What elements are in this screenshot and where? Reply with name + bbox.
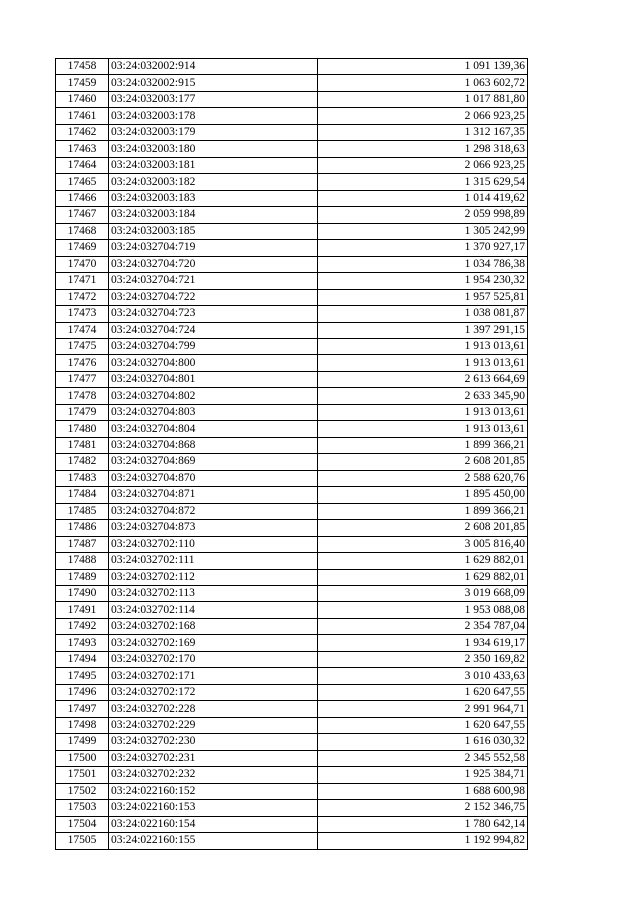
- cadastral-number-cell: 03:24:032704:800: [109, 355, 318, 371]
- table-row: [56, 569, 528, 585]
- row-number-cell: 17459: [56, 75, 109, 91]
- table-row: [56, 618, 528, 634]
- row-number-cell: 17494: [56, 651, 109, 667]
- row-number-cell: 17499: [56, 734, 109, 750]
- row-number-cell: 17465: [56, 174, 109, 190]
- table-row: [56, 322, 528, 338]
- cadastral-number-cell: 03:24:022160:155: [109, 833, 318, 849]
- value-cell: 1 913 013,61: [318, 338, 528, 354]
- value-cell: 1 899 366,21: [318, 437, 528, 453]
- row-number-cell: 17463: [56, 141, 109, 157]
- table-row: [56, 553, 528, 569]
- row-number-cell: 17478: [56, 388, 109, 404]
- row-number-cell: 17470: [56, 256, 109, 272]
- cadastral-number-cell: 03:24:022160:154: [109, 816, 318, 832]
- value-cell: 1 954 230,32: [318, 273, 528, 289]
- row-number-cell: 17496: [56, 684, 109, 700]
- value-cell: 1 629 882,01: [318, 569, 528, 585]
- table-row: [56, 767, 528, 783]
- value-cell: 1 017 881,80: [318, 91, 528, 107]
- value-cell: 2 066 923,25: [318, 157, 528, 173]
- row-number-cell: 17461: [56, 108, 109, 124]
- table-row: [56, 734, 528, 750]
- table-row: [56, 91, 528, 107]
- cadastral-number-cell: 03:24:032704:721: [109, 273, 318, 289]
- table-row: [56, 141, 528, 157]
- row-number-cell: 17492: [56, 618, 109, 634]
- row-number-cell: 17479: [56, 404, 109, 420]
- value-cell: 2 066 923,25: [318, 108, 528, 124]
- cadastral-number-cell: 03:24:032002:915: [109, 75, 318, 91]
- cadastral-number-cell: 03:24:032704:802: [109, 388, 318, 404]
- value-cell: 1 034 786,38: [318, 256, 528, 272]
- value-cell: 1 953 088,08: [318, 602, 528, 618]
- table-row: [56, 701, 528, 717]
- cadastral-number-cell: 03:24:032702:231: [109, 750, 318, 766]
- row-number-cell: 17487: [56, 536, 109, 552]
- row-number-cell: 17493: [56, 635, 109, 651]
- row-number-cell: 17472: [56, 289, 109, 305]
- value-cell: 1 899 366,21: [318, 503, 528, 519]
- value-cell: 1 370 927,17: [318, 240, 528, 256]
- cadastral-number-cell: 03:24:032702:172: [109, 684, 318, 700]
- table-row: [56, 273, 528, 289]
- value-cell: 1 620 647,55: [318, 684, 528, 700]
- row-number-cell: 17501: [56, 767, 109, 783]
- cadastral-number-cell: 03:24:032702:171: [109, 668, 318, 684]
- value-cell: 2 588 620,76: [318, 470, 528, 486]
- row-number-cell: 17468: [56, 223, 109, 239]
- cadastral-number-cell: 03:24:032003:179: [109, 124, 318, 140]
- row-number-cell: 17502: [56, 783, 109, 799]
- table-row: [56, 833, 528, 849]
- value-cell: 2 613 664,69: [318, 371, 528, 387]
- table-row: [56, 174, 528, 190]
- cadastral-number-cell: 03:24:032704:799: [109, 338, 318, 354]
- row-number-cell: 17475: [56, 338, 109, 354]
- cadastral-number-cell: 03:24:032704:870: [109, 470, 318, 486]
- cadastral-number-cell: 03:24:032003:181: [109, 157, 318, 173]
- value-cell: 1 913 013,61: [318, 404, 528, 420]
- value-cell: 2 354 787,04: [318, 618, 528, 634]
- table-row: [56, 256, 528, 272]
- cadastral-number-cell: 03:24:032704:724: [109, 322, 318, 338]
- value-cell: 1 397 291,15: [318, 322, 528, 338]
- row-number-cell: 17482: [56, 454, 109, 470]
- value-cell: 3 010 433,63: [318, 668, 528, 684]
- row-number-cell: 17481: [56, 437, 109, 453]
- row-number-cell: 17498: [56, 717, 109, 733]
- table-row: [56, 503, 528, 519]
- table-row: [56, 651, 528, 667]
- cadastral-number-cell: 03:24:032002:914: [109, 59, 318, 75]
- cadastral-number-cell: 03:24:032003:180: [109, 141, 318, 157]
- cadastral-number-cell: 03:24:032702:113: [109, 586, 318, 602]
- table-row: [56, 306, 528, 322]
- table-row: [56, 783, 528, 799]
- cadastral-number-cell: 03:24:032702:112: [109, 569, 318, 585]
- row-number-cell: 17497: [56, 701, 109, 717]
- row-number-cell: 17474: [56, 322, 109, 338]
- value-cell: 2 991 964,71: [318, 701, 528, 717]
- table-row: [56, 750, 528, 766]
- table-row: [56, 816, 528, 832]
- row-number-cell: 17489: [56, 569, 109, 585]
- table-row: [56, 108, 528, 124]
- value-cell: 1 780 642,14: [318, 816, 528, 832]
- table-body: [56, 59, 528, 850]
- value-cell: 1 014 419,62: [318, 190, 528, 206]
- cadastral-number-cell: 03:24:032704:801: [109, 371, 318, 387]
- value-cell: 1 091 139,36: [318, 59, 528, 75]
- table-row: [56, 421, 528, 437]
- data-table: [55, 58, 528, 850]
- value-cell: 1 688 600,98: [318, 783, 528, 799]
- table-row: [56, 371, 528, 387]
- cadastral-number-cell: 03:24:032702:230: [109, 734, 318, 750]
- cadastral-number-cell: 03:24:032003:182: [109, 174, 318, 190]
- cadastral-number-cell: 03:24:032704:723: [109, 306, 318, 322]
- cadastral-number-cell: 03:24:032702:232: [109, 767, 318, 783]
- row-number-cell: 17504: [56, 816, 109, 832]
- value-cell: 2 350 169,82: [318, 651, 528, 667]
- table-row: [56, 717, 528, 733]
- value-cell: 1 038 081,87: [318, 306, 528, 322]
- row-number-cell: 17485: [56, 503, 109, 519]
- row-number-cell: 17464: [56, 157, 109, 173]
- table-row: [56, 338, 528, 354]
- value-cell: 3 019 668,09: [318, 586, 528, 602]
- cadastral-number-cell: 03:24:032704:803: [109, 404, 318, 420]
- value-cell: 1 934 619,17: [318, 635, 528, 651]
- row-number-cell: 17491: [56, 602, 109, 618]
- row-number-cell: 17488: [56, 553, 109, 569]
- table-row: [56, 470, 528, 486]
- row-number-cell: 17476: [56, 355, 109, 371]
- cadastral-number-cell: 03:24:032702:110: [109, 536, 318, 552]
- cadastral-number-cell: 03:24:032704:719: [109, 240, 318, 256]
- cadastral-number-cell: 03:24:032702:114: [109, 602, 318, 618]
- table-row: [56, 437, 528, 453]
- cadastral-number-cell: 03:24:032704:720: [109, 256, 318, 272]
- table-row: [56, 75, 528, 91]
- table-row: [56, 800, 528, 816]
- value-cell: 1 620 647,55: [318, 717, 528, 733]
- table-row: [56, 454, 528, 470]
- value-cell: 1 913 013,61: [318, 355, 528, 371]
- cadastral-number-cell: 03:24:032704:804: [109, 421, 318, 437]
- cadastral-number-cell: 03:24:032704:722: [109, 289, 318, 305]
- row-number-cell: 17486: [56, 520, 109, 536]
- row-number-cell: 17480: [56, 421, 109, 437]
- table-row: [56, 59, 528, 75]
- cadastral-number-cell: 03:24:032704:869: [109, 454, 318, 470]
- value-cell: 2 608 201,85: [318, 520, 528, 536]
- value-cell: 2 345 552,58: [318, 750, 528, 766]
- value-cell: 1 957 525,81: [318, 289, 528, 305]
- value-cell: 1 895 450,00: [318, 487, 528, 503]
- cadastral-number-cell: 03:24:032003:183: [109, 190, 318, 206]
- table-row: [56, 190, 528, 206]
- value-cell: 1 063 602,72: [318, 75, 528, 91]
- table-row: [56, 355, 528, 371]
- value-cell: 2 633 345,90: [318, 388, 528, 404]
- table-row: [56, 635, 528, 651]
- cadastral-number-cell: 03:24:032003:177: [109, 91, 318, 107]
- row-number-cell: 17466: [56, 190, 109, 206]
- cadastral-number-cell: 03:24:032704:871: [109, 487, 318, 503]
- cadastral-number-cell: 03:24:032704:872: [109, 503, 318, 519]
- value-cell: 1 192 994,82: [318, 833, 528, 849]
- value-cell: 3 005 816,40: [318, 536, 528, 552]
- row-number-cell: 17458: [56, 59, 109, 75]
- cadastral-number-cell: 03:24:022160:153: [109, 800, 318, 816]
- cadastral-number-cell: 03:24:032702:169: [109, 635, 318, 651]
- row-number-cell: 17471: [56, 273, 109, 289]
- table-row: [56, 289, 528, 305]
- row-number-cell: 17503: [56, 800, 109, 816]
- cadastral-number-cell: 03:24:032003:178: [109, 108, 318, 124]
- row-number-cell: 17500: [56, 750, 109, 766]
- value-cell: 1 629 882,01: [318, 553, 528, 569]
- row-number-cell: 17462: [56, 124, 109, 140]
- table-row: [56, 684, 528, 700]
- row-number-cell: 17490: [56, 586, 109, 602]
- table-row: [56, 157, 528, 173]
- table-row: [56, 602, 528, 618]
- value-cell: 2 059 998,89: [318, 207, 528, 223]
- row-number-cell: 17473: [56, 306, 109, 322]
- cadastral-number-cell: 03:24:022160:152: [109, 783, 318, 799]
- table-row: [56, 223, 528, 239]
- row-number-cell: 17505: [56, 833, 109, 849]
- table-row: [56, 536, 528, 552]
- cadastral-number-cell: 03:24:032704:873: [109, 520, 318, 536]
- value-cell: 1 312 167,35: [318, 124, 528, 140]
- value-cell: 2 608 201,85: [318, 454, 528, 470]
- table-row: [56, 207, 528, 223]
- table-row: [56, 404, 528, 420]
- cadastral-number-cell: 03:24:032003:185: [109, 223, 318, 239]
- row-number-cell: 17495: [56, 668, 109, 684]
- table-row: [56, 487, 528, 503]
- table-row: [56, 240, 528, 256]
- value-cell: 1 315 629,54: [318, 174, 528, 190]
- cadastral-number-cell: 03:24:032702:111: [109, 553, 318, 569]
- cadastral-number-cell: 03:24:032702:229: [109, 717, 318, 733]
- value-cell: 1 913 013,61: [318, 421, 528, 437]
- value-cell: 1 925 384,71: [318, 767, 528, 783]
- row-number-cell: 17460: [56, 91, 109, 107]
- row-number-cell: 17469: [56, 240, 109, 256]
- row-number-cell: 17484: [56, 487, 109, 503]
- cadastral-number-cell: 03:24:032702:168: [109, 618, 318, 634]
- cadastral-number-cell: 03:24:032704:868: [109, 437, 318, 453]
- table-row: [56, 388, 528, 404]
- row-number-cell: 17483: [56, 470, 109, 486]
- value-cell: 1 298 318,63: [318, 141, 528, 157]
- table-row: [56, 586, 528, 602]
- table-row: [56, 668, 528, 684]
- row-number-cell: 17467: [56, 207, 109, 223]
- row-number-cell: 17477: [56, 371, 109, 387]
- value-cell: 1 616 030,32: [318, 734, 528, 750]
- value-cell: 1 305 242,99: [318, 223, 528, 239]
- value-cell: 2 152 346,75: [318, 800, 528, 816]
- cadastral-number-cell: 03:24:032702:170: [109, 651, 318, 667]
- cadastral-number-cell: 03:24:032702:228: [109, 701, 318, 717]
- table-row: [56, 124, 528, 140]
- table-row: [56, 520, 528, 536]
- cadastral-number-cell: 03:24:032003:184: [109, 207, 318, 223]
